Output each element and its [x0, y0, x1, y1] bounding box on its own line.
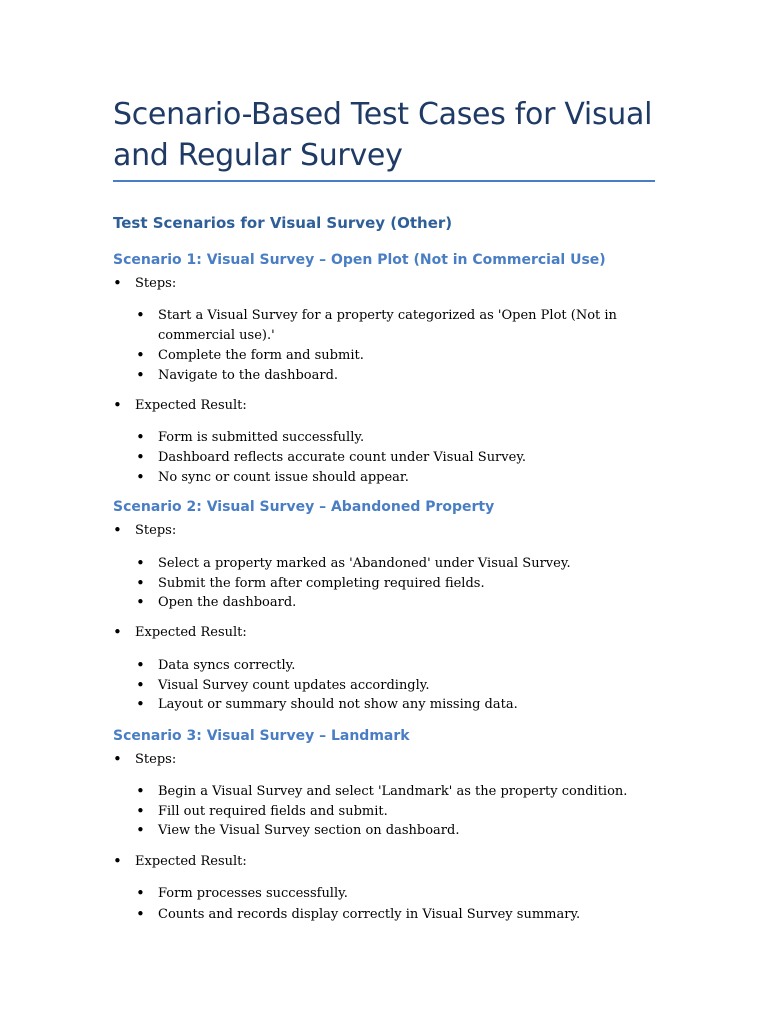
expected-item-text: Visual Survey count updates accordingly. [158, 678, 430, 693]
bullet-dot: • [136, 821, 145, 839]
bullet-dot: • [136, 346, 145, 364]
bullet-dot: • [113, 623, 122, 641]
expected-item-text: No sync or count issue should appear. [158, 470, 409, 485]
document-title: Scenario-Based Test Cases for Visual and Regular Survey [113, 97, 653, 173]
bullet-dot: • [136, 306, 145, 324]
bullet-dot: • [136, 782, 145, 800]
bullet-dot: • [136, 468, 145, 486]
bullet-dot: • [136, 656, 145, 674]
bullet-dot: • [136, 676, 145, 694]
bullet-dot: • [136, 366, 145, 384]
steps-label-text: Steps: [135, 276, 177, 291]
bullet-dot: • [113, 750, 122, 768]
bullet-dot: • [136, 695, 145, 713]
scenario-heading: Scenario 3: Visual Survey – Landmark [113, 728, 410, 744]
steps-label-text: Steps: [135, 523, 177, 538]
step-item-text: Complete the form and submit. [158, 348, 364, 363]
bullet-dot: • [136, 428, 145, 446]
scenario-heading: Scenario 2: Visual Survey – Abandoned Property [113, 499, 495, 515]
expected-item-text: Form processes successfully. [158, 886, 348, 901]
bullet-dot: • [136, 884, 145, 902]
bullet-dot: • [113, 396, 122, 414]
bullet-dot: • [136, 905, 145, 923]
expected-item-text: Layout or summary should not show any missing data. [158, 697, 518, 712]
bullet-dot: • [113, 521, 122, 539]
bullet-dot: • [113, 852, 122, 870]
bullet-dot: • [136, 554, 145, 572]
step-item-text: Navigate to the dashboard. [158, 368, 339, 383]
expected-item-text: Dashboard reflects accurate count under Visual Survey. [158, 450, 527, 465]
expected-result-label-text: Expected Result: [135, 625, 247, 640]
title-underline [113, 180, 655, 182]
step-item-text: Open the dashboard. [158, 595, 297, 610]
step-item-text: Fill out required fields and submit. [158, 804, 388, 819]
bullet-dot: • [136, 802, 145, 820]
bullet-dot: • [136, 593, 145, 611]
bullet-dot: • [136, 574, 145, 592]
step-item-text: Begin a Visual Survey and select 'Landmark' as the property condition. [158, 784, 628, 799]
bullet-dot: • [136, 448, 145, 466]
section-heading: Test Scenarios for Visual Survey (Other) [113, 214, 453, 232]
steps-label-text: Steps: [135, 752, 177, 767]
scenario-heading: Scenario 1: Visual Survey – Open Plot (Not in Commercial Use) [113, 252, 606, 268]
expected-result-label-text: Expected Result: [135, 854, 247, 869]
step-item-text: View the Visual Survey section on dashboard. [158, 823, 460, 838]
expected-item-text: Data syncs correctly. [158, 658, 296, 673]
expected-item-text: Form is submitted successfully. [158, 430, 365, 445]
expected-result-label-text: Expected Result: [135, 398, 247, 413]
step-item-text: Start a Visual Survey for a property categorized as 'Open Plot (Not in commercial use).' [158, 308, 617, 343]
step-item-text: Submit the form after completing required fields. [158, 576, 485, 591]
expected-item-text: Counts and records display correctly in Visual Survey summary. [158, 907, 581, 922]
bullet-dot: • [113, 274, 122, 292]
step-item-text: Select a property marked as 'Abandoned' under Visual Survey. [158, 556, 571, 571]
